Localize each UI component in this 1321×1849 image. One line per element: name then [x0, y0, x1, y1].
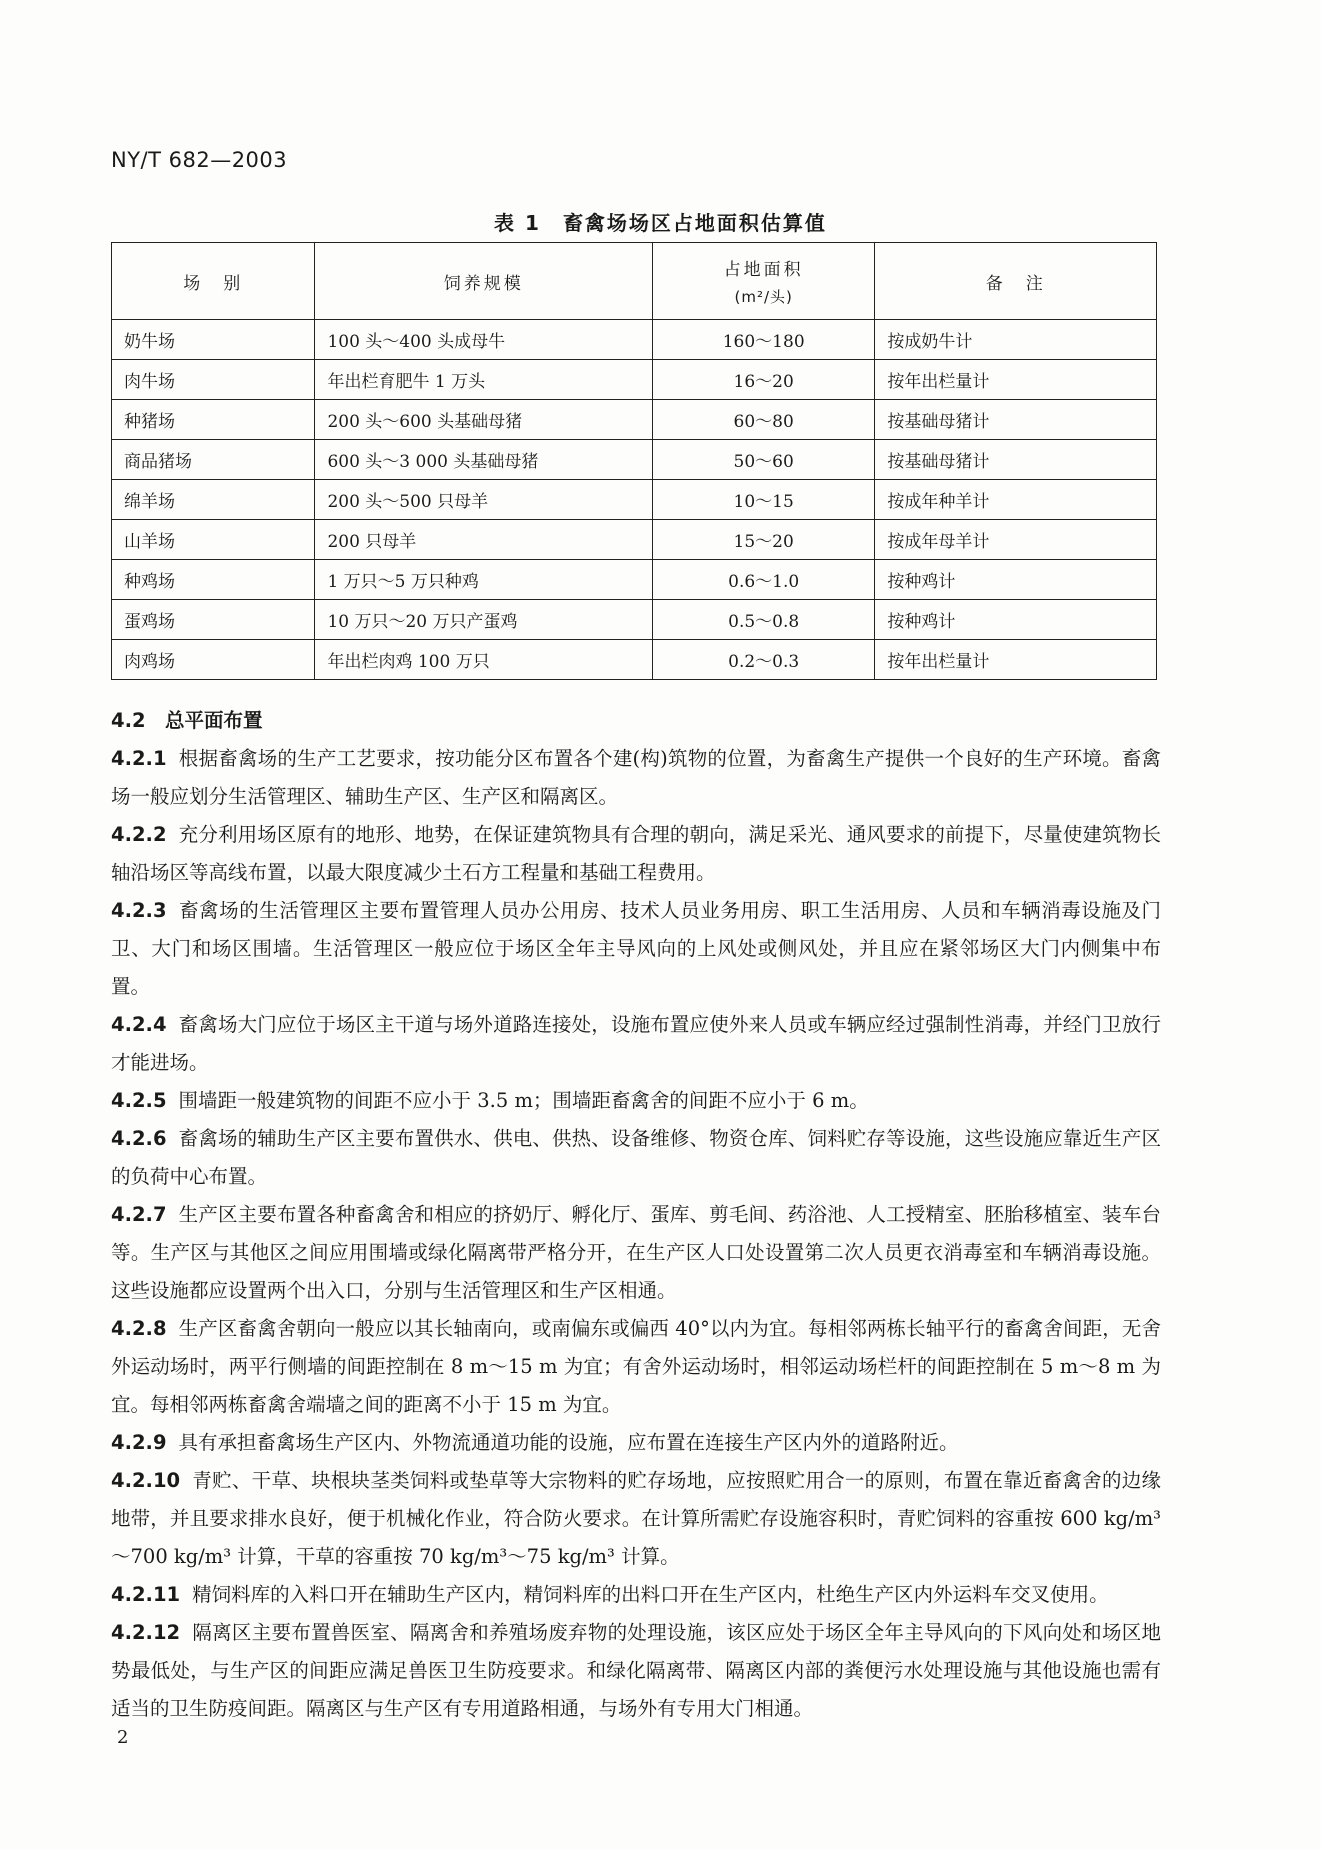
- clause-paragraph: [111, 1462, 1161, 1576]
- header-area-label: 占地面积: [723, 260, 804, 280]
- cell-farm-type: 商品猪场: [112, 440, 315, 480]
- clause-text: 青贮、干草、块根块茎类饲料或垫草等大宗物料的贮存场地，应按照贮用合一的原则，布置在靠近畜禽舍的边缘地带，并且要求排水良好，便于机械化作业，符合防火要求。在计算所需贮存设施容积时，青贮饲料的容重按 600 kg/m³～700 kg/m³ 计算，干草的容重按 70 kg/m³～75 kg/m³ 计算。: [111, 1469, 1161, 1568]
- cell-farm-type: 种鸡场: [112, 560, 315, 600]
- cell-area: 0.5～0.8: [652, 600, 874, 640]
- clause-paragraph: [111, 1310, 1161, 1424]
- table-row: [112, 600, 1157, 640]
- cell-farm-type: 山羊场: [112, 520, 315, 560]
- clause-number: 4.2.9: [111, 1431, 167, 1454]
- cell-scale: 100 头～400 头成母牛: [315, 320, 653, 360]
- clause-text: 具有承担畜禽场生产区内、外物流通道功能的设施，应布置在连接生产区内外的道路附近。: [178, 1431, 959, 1454]
- cell-farm-type: 肉鸡场: [112, 640, 315, 680]
- clause-paragraph: [111, 1082, 1161, 1120]
- table-row: [112, 560, 1157, 600]
- cell-area: 60～80: [652, 400, 874, 440]
- cell-note: 按基础母猪计: [875, 440, 1157, 480]
- header-note: 备 注: [875, 243, 1157, 320]
- cell-area: 0.6～1.0: [652, 560, 874, 600]
- section-heading: 4.2 总平面布置: [111, 709, 263, 732]
- clause-number: 4.2.6: [111, 1127, 167, 1150]
- cell-scale: 600 头～3 000 头基础母猪: [315, 440, 653, 480]
- cell-area: 10～15: [652, 480, 874, 520]
- cell-note: 按成年种羊计: [875, 480, 1157, 520]
- cell-note: 按年出栏量计: [875, 360, 1157, 400]
- standard-code: NY/T 682—2003: [111, 148, 288, 172]
- land-area-table: [111, 242, 1157, 680]
- header-area-unit: (m²/头): [734, 288, 793, 306]
- clause-text: 充分利用场区原有的地形、地势，在保证建筑物具有合理的朝向，满足采光、通风要求的前提下，尽量使建筑物长轴沿场区等高线布置，以最大限度减少土石方工程量和基础工程费用。: [111, 823, 1161, 884]
- clause-number: 4.2.8: [111, 1317, 167, 1340]
- cell-scale: 200 头～600 头基础母猪: [315, 400, 653, 440]
- clause-text: 生产区畜禽舍朝向一般应以其长轴南向，或南偏东或偏西 40°以内为宜。每相邻两栋长轴平行的畜禽舍间距，无舍外运动场时，两平行侧墙的间距控制在 8 m～15 m 为宜；有舍外运动场时，相邻运动场栏杆的间距控制在 5 m～8 m 为宜。每相邻两栋畜禽舍端墙之间的距离不小于 15 m 为宜。: [111, 1317, 1161, 1416]
- cell-farm-type: 肉牛场: [112, 360, 315, 400]
- cell-area: 15～20: [652, 520, 874, 560]
- cell-note: 按成奶牛计: [875, 320, 1157, 360]
- cell-scale: 200 只母羊: [315, 520, 653, 560]
- clause-paragraph: [111, 1614, 1161, 1728]
- cell-note: 按种鸡计: [875, 560, 1157, 600]
- section-body: [111, 702, 1161, 1728]
- clause-text: 畜禽场大门应位于场区主干道与场外道路连接处，设施布置应使外来人员或车辆应经过强制性消毒，并经门卫放行才能进场。: [111, 1013, 1161, 1074]
- table-row: [112, 440, 1157, 480]
- clause-number: 4.2.1: [111, 747, 167, 770]
- clause-number: 4.2.12: [111, 1621, 181, 1644]
- header-farm-type: 场 别: [112, 243, 315, 320]
- clause-number: 4.2.2: [111, 823, 167, 846]
- clause-text: 隔离区主要布置兽医室、隔离舍和养殖场废弃物的处理设施，该区应处于场区全年主导风向的下风向处和场区地势最低处，与生产区的间距应满足兽医卫生防疫要求。和绿化隔离带、隔离区内部的粪便污水处理设施与其他设施也需有适当的卫生防疫间距。隔离区与生产区有专用道路相通，与场外有专用大门相通。: [111, 1621, 1161, 1720]
- cell-area: 0.2～0.3: [652, 640, 874, 680]
- cell-scale: 10 万只～20 万只产蛋鸡: [315, 600, 653, 640]
- table-title: [0, 207, 1321, 236]
- clause-text: 围墙距一般建筑物的间距不应小于 3.5 m；围墙距畜禽舍的间距不应小于 6 m。: [178, 1089, 869, 1112]
- clause-text: 精饲料库的入料口开在辅助生产区内，精饲料库的出料口开在生产区内，杜绝生产区内外运料车交叉使用。: [192, 1583, 1109, 1606]
- clause-number: 4.2.5: [111, 1089, 167, 1112]
- cell-farm-type: 奶牛场: [112, 320, 315, 360]
- cell-area: 50～60: [652, 440, 874, 480]
- clause-text: 畜禽场的辅助生产区主要布置供水、供电、供热、设备维修、物资仓库、饲料贮存等设施，这些设施应靠近生产区的负荷中心布置。: [111, 1127, 1161, 1188]
- clause-paragraph: [111, 816, 1161, 892]
- clause-number: 4.2.4: [111, 1013, 167, 1036]
- cell-scale: 年出栏育肥牛 1 万头: [315, 360, 653, 400]
- clause-text: 生产区主要布置各种畜禽舍和相应的挤奶厅、孵化厅、蛋库、剪毛间、药浴池、人工授精室、胚胎移植室、装车台等。生产区与其他区之间应用围墙或绿化隔离带严格分开，在生产区人口处设置第二次人员更衣消毒室和车辆消毒设施。这些设施都应设置两个出入口，分别与生活管理区和生产区相通。: [111, 1203, 1161, 1302]
- cell-area: 16～20: [652, 360, 874, 400]
- table-row: [112, 400, 1157, 440]
- cell-scale: 年出栏肉鸡 100 万只: [315, 640, 653, 680]
- cell-note: 按种鸡计: [875, 600, 1157, 640]
- clause-paragraph: [111, 1120, 1161, 1196]
- table-row: [112, 360, 1157, 400]
- table-row: [112, 640, 1157, 680]
- cell-farm-type: 种猪场: [112, 400, 315, 440]
- cell-scale: 200 头～500 只母羊: [315, 480, 653, 520]
- clause-number: 4.2.7: [111, 1203, 167, 1226]
- clause-number: 4.2.11: [111, 1583, 181, 1606]
- cell-note: 按成年母羊计: [875, 520, 1157, 560]
- header-scale: 饲养规模: [315, 243, 653, 320]
- clause-number: 4.2.3: [111, 899, 167, 922]
- table-caption: 畜禽场场区占地面积估算值: [562, 211, 827, 235]
- page-number: 2: [117, 1727, 129, 1748]
- clause-text: 根据畜禽场的生产工艺要求，按功能分区布置各个建(构)筑物的位置，为畜禽生产提供一个良好的生产环境。畜禽场一般应划分生活管理区、辅助生产区、生产区和隔离区。: [111, 747, 1161, 808]
- cell-farm-type: 绵羊场: [112, 480, 315, 520]
- table-row: [112, 520, 1157, 560]
- table-row: [112, 320, 1157, 360]
- clause-number: 4.2.10: [111, 1469, 181, 1492]
- cell-note: 按年出栏量计: [875, 640, 1157, 680]
- table-row: [112, 480, 1157, 520]
- header-area: [652, 243, 874, 320]
- clause-paragraph: [111, 1006, 1161, 1082]
- clause-paragraph: [111, 1196, 1161, 1310]
- clause-paragraph: [111, 1576, 1161, 1614]
- table-label: 表 1: [494, 211, 541, 235]
- clause-paragraph: [111, 892, 1161, 1006]
- cell-farm-type: 蛋鸡场: [112, 600, 315, 640]
- cell-scale: 1 万只～5 万只种鸡: [315, 560, 653, 600]
- clause-paragraph: [111, 740, 1161, 816]
- table-header-row: [112, 243, 1157, 320]
- clause-paragraph: [111, 1424, 1161, 1462]
- cell-area: 160～180: [652, 320, 874, 360]
- clause-text: 畜禽场的生活管理区主要布置管理人员办公用房、技术人员业务用房、职工生活用房、人员和车辆消毒设施及门卫、大门和场区围墙。生活管理区一般应位于场区全年主导风向的上风处或侧风处，并且应在紧邻场区大门内侧集中布置。: [111, 899, 1161, 998]
- cell-note: 按基础母猪计: [875, 400, 1157, 440]
